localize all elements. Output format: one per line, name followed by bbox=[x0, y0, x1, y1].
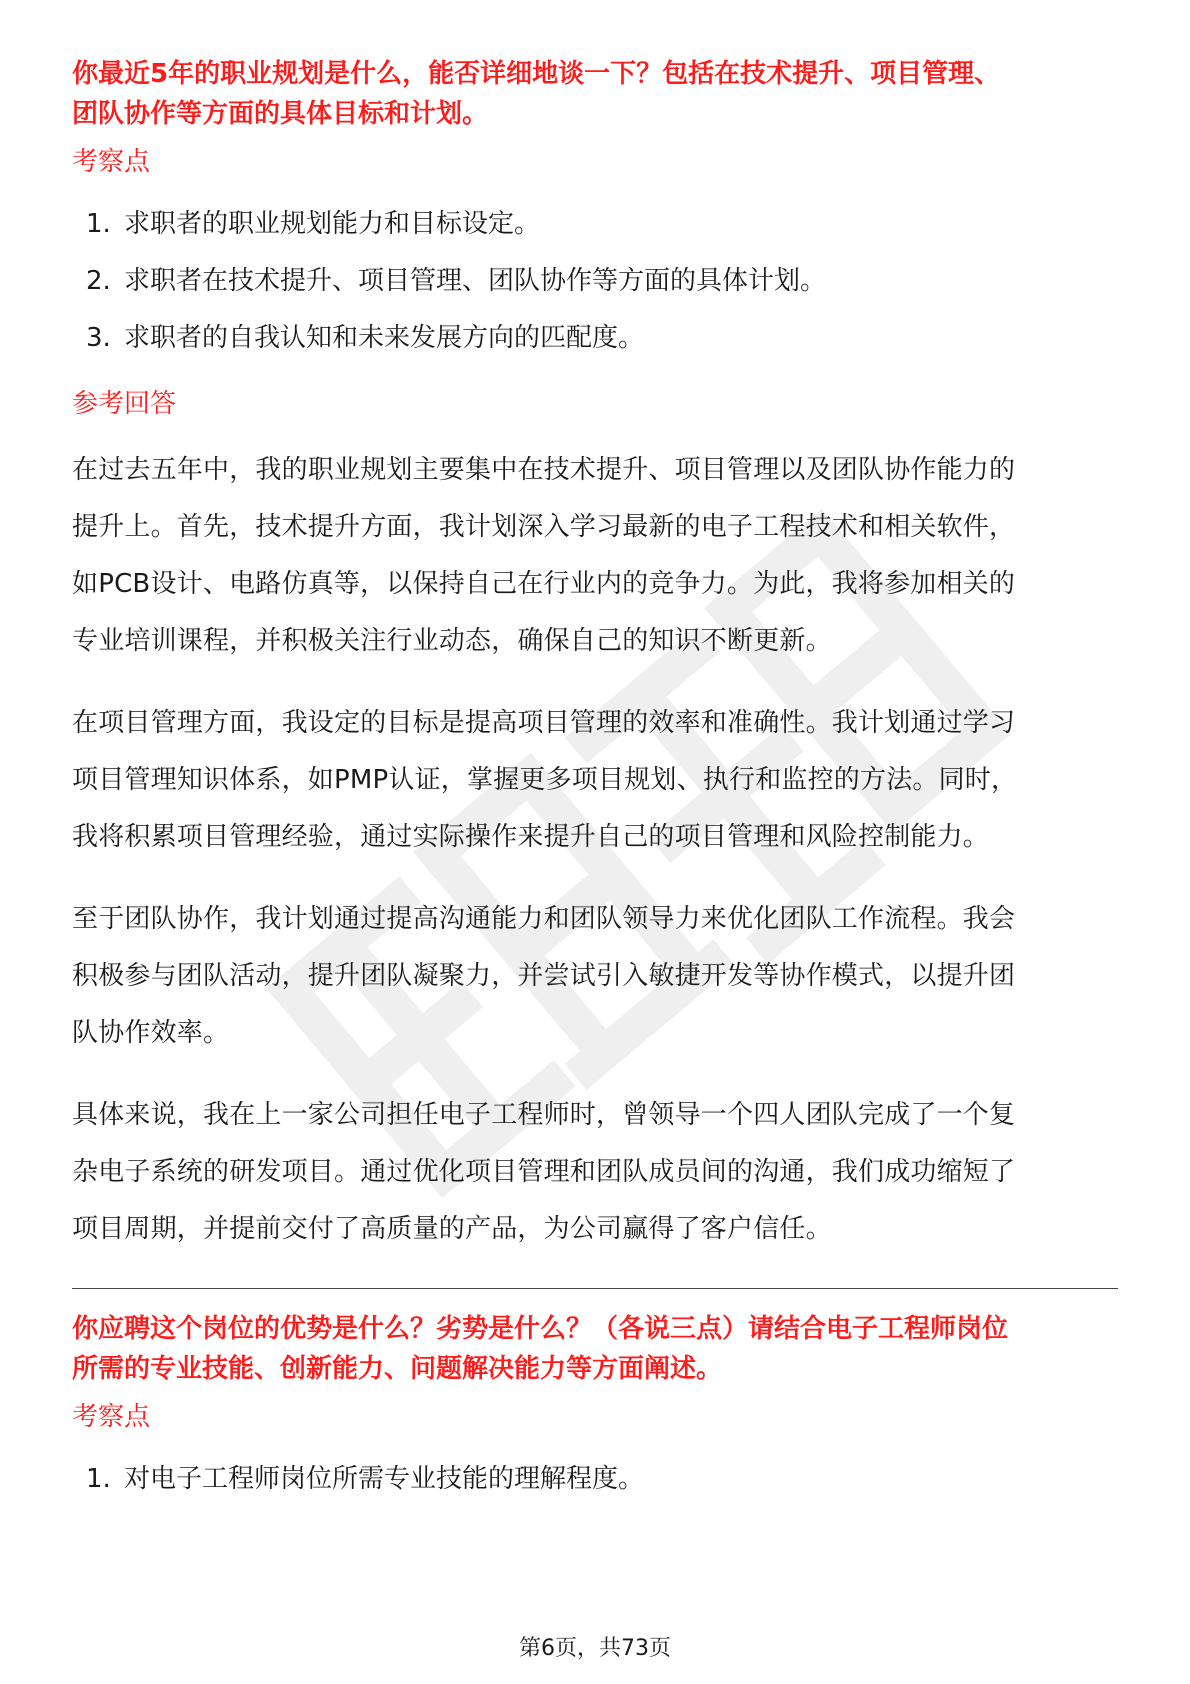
list-item bbox=[72, 206, 1118, 263]
content-area bbox=[72, 54, 1118, 1518]
paragraph-line: 至于团队协作，我计划通过提高沟通能力和团队领导力来优化团队工作流程。我会 bbox=[72, 904, 1016, 934]
question-1 bbox=[72, 54, 1118, 134]
q2-points-label: 考察点 bbox=[72, 1402, 151, 1432]
q1-points-label: 考察点 bbox=[72, 147, 151, 177]
question-2-title-line-2: 所需的专业技能、创新能力、问题解决能力等方面阐述。 bbox=[72, 1354, 723, 1384]
paragraph-line: 杂电子系统的研发项目。通过优化项目管理和团队成员间的沟通，我们成功缩短了 bbox=[72, 1157, 1016, 1187]
paragraph-line: 队协作效率。 bbox=[72, 1018, 230, 1048]
list-item-number: 2. bbox=[86, 266, 111, 296]
list-item-text: 对电子工程师岗位所需专业技能的理解程度。 bbox=[124, 1464, 645, 1494]
paragraph-line: 提升上。首先，技术提升方面，我计划深入学习最新的电子工程技术和相关软件， bbox=[72, 512, 1016, 542]
list-item-number: 1. bbox=[86, 209, 111, 239]
question-2-title-line-1: 你应聘这个岗位的优势是什么？劣势是什么？（各说三点）请结合电子工程师岗位 bbox=[72, 1314, 1009, 1344]
list-item-text: 求职者在技术提升、项目管理、团队协作等方面的具体计划。 bbox=[124, 266, 827, 296]
list-item bbox=[72, 1461, 1118, 1518]
paragraph-line: 如PCB设计、电路仿真等，以保持自己在行业内的竞争力。为此，我将参加相关的 bbox=[72, 569, 1016, 599]
answer-paragraph-4 bbox=[72, 1087, 1118, 1258]
question-1-title-line-2: 团队协作等方面的具体目标和计划。 bbox=[72, 99, 489, 129]
paragraph-line: 项目周期，并提前交付了高质量的产品，为公司赢得了客户信任。 bbox=[72, 1214, 832, 1244]
paragraph-line: 专业培训课程，并积极关注行业动态，确保自己的知识不断更新。 bbox=[72, 626, 832, 656]
paragraph-line: 具体来说，我在上一家公司担任电子工程师时，曾领导一个四人团队完成了一个复 bbox=[72, 1100, 1016, 1130]
list-item-text: 求职者的职业规划能力和目标设定。 bbox=[124, 209, 541, 239]
list-item-number: 3. bbox=[86, 323, 111, 353]
paragraph-line: 项目管理知识体系，如PMP认证，掌握更多项目规划、执行和监控的方法。同时， bbox=[72, 765, 1018, 795]
list-item bbox=[72, 320, 1118, 377]
paragraph-line: 在过去五年中，我的职业规划主要集中在技术提升、项目管理以及团队协作能力的 bbox=[72, 455, 1016, 485]
list-item-text: 求职者的自我认知和未来发展方向的匹配度。 bbox=[124, 323, 645, 353]
paragraph-line: 在项目管理方面，我设定的目标是提高项目管理的效率和准确性。我计划通过学习 bbox=[72, 708, 1016, 738]
answer-paragraph-2 bbox=[72, 695, 1118, 866]
q1-points-list bbox=[72, 206, 1118, 377]
question-2 bbox=[72, 1309, 1118, 1389]
q2-points-list bbox=[72, 1461, 1118, 1518]
q1-answer-label: 参考回答 bbox=[72, 389, 177, 419]
section-divider bbox=[72, 1288, 1118, 1289]
answer-paragraph-3 bbox=[72, 891, 1118, 1062]
paragraph-line: 积极参与团队活动，提升团队凝聚力，并尝试引入敏捷开发等协作模式，以提升团 bbox=[72, 961, 1016, 991]
paragraph-line: 我将积累项目管理经验，通过实际操作来提升自己的项目管理和风险控制能力。 bbox=[72, 822, 990, 852]
page-number-footer: 第6页，共73页 bbox=[519, 1636, 671, 1661]
answer-paragraph-1 bbox=[72, 442, 1118, 670]
question-1-title-line-1: 你最近5年的职业规划是什么，能否详细地谈一下？包括在技术提升、项目管理、 bbox=[72, 59, 1001, 89]
list-item bbox=[72, 263, 1118, 320]
list-item-number: 1. bbox=[86, 1464, 111, 1494]
